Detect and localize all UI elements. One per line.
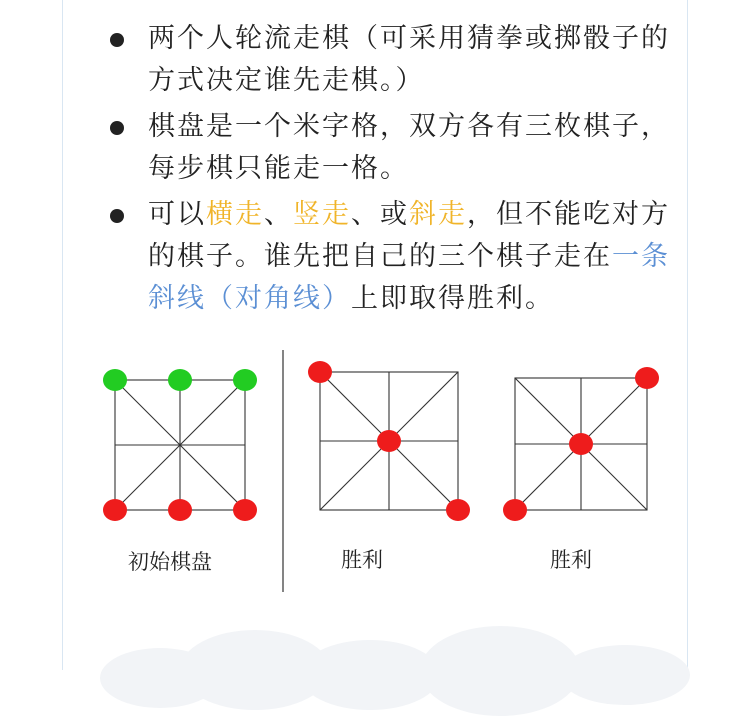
piece-red [377, 430, 401, 452]
rule-text-segment: 、 [264, 199, 293, 230]
rule-text-segment: 两个人轮流走棋（可采用猜拳或掷骰子的方式决定谁先走棋。） [148, 23, 670, 96]
rule-text-segment: 上即取得胜利。 [351, 283, 554, 314]
rule-text-segment: 可以 [148, 199, 206, 230]
piece-red [308, 361, 332, 383]
piece-green [168, 369, 192, 391]
board-caption-initial: 初始棋盘 [128, 550, 212, 574]
piece-red [503, 499, 527, 521]
piece-red [446, 499, 470, 521]
piece-red [569, 433, 593, 455]
rule-text-segment: 棋盘是一个米字格，双方各有三枚棋子，每步棋只能走一格。 [148, 111, 670, 184]
piece-red [103, 499, 127, 521]
piece-green [233, 369, 257, 391]
piece-green [103, 369, 127, 391]
rule-highlight: 斜走 [409, 199, 467, 230]
rule-text-segment: 、或 [351, 199, 409, 230]
rule-highlight: 横走 [206, 199, 264, 230]
piece-red [635, 367, 659, 389]
board-caption-win-1: 胜利 [341, 548, 383, 572]
board-caption-win-2: 胜利 [550, 548, 592, 572]
rule-highlight: 竖走 [293, 199, 351, 230]
piece-red [233, 499, 257, 521]
rule-text-segment: ，但不能吃对方的棋子。谁先把自己的三个棋子走在 [148, 199, 670, 272]
rule-highlight: 一条斜线（对角线） [148, 241, 670, 314]
piece-red [168, 499, 192, 521]
